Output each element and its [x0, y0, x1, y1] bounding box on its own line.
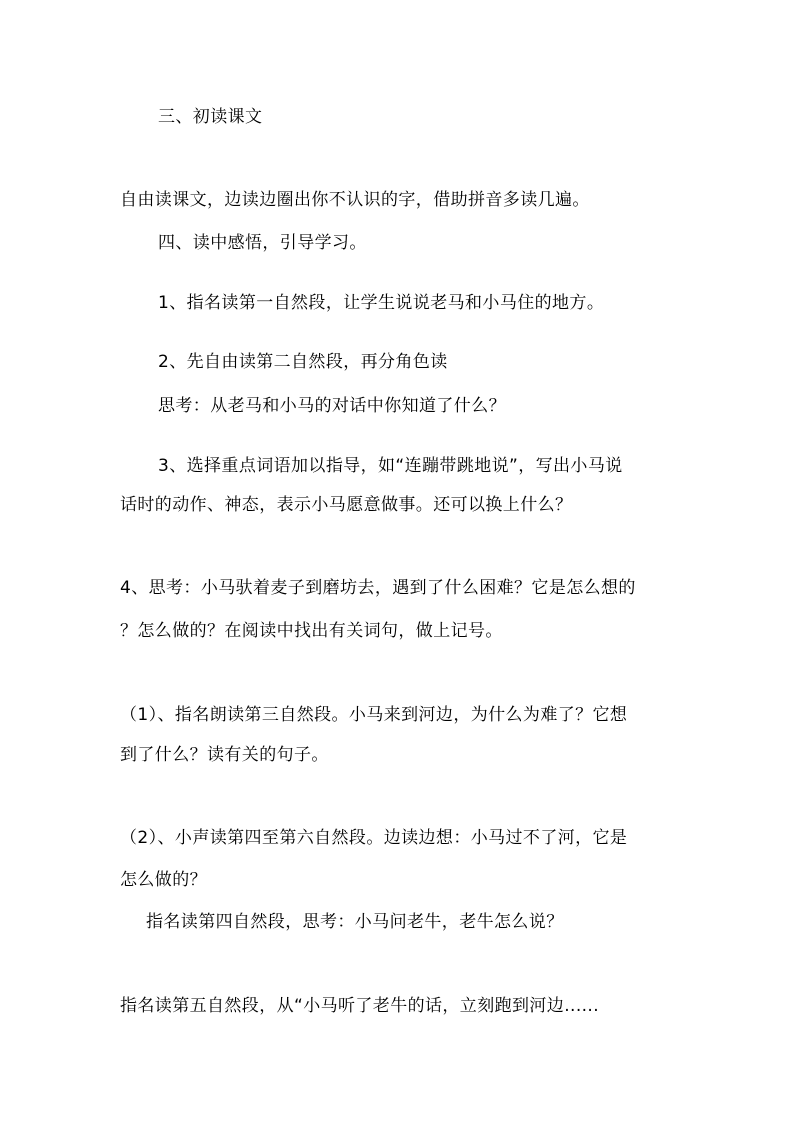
- substep-2-text-line-2: 怎么做的？: [120, 870, 207, 890]
- step-3-text-line-1: 3、选择重点词语加以指导，如“连蹦带跳地说”，写出小马说: [158, 456, 623, 476]
- substep-2-text-line-1: （2）、小声读第四至第六自然段。边读边想：小马过不了河，它是: [120, 828, 628, 848]
- substep-1-text-line-1: （1）、指名朗读第三自然段。小马来到河边，为什么为难了？它想: [120, 705, 628, 725]
- substep-1-text-line-2: 到了什么？读有关的句子。: [120, 745, 329, 765]
- step-4-text-line-2: ？怎么做的？在阅读中找出有关词句，做上记号。: [120, 621, 503, 641]
- read-paragraph-five: 指名读第五自然段，从“小马听了老牛的话，立刻跑到河边......: [120, 996, 600, 1016]
- section-heading-first-reading: 三、初读课文: [158, 107, 263, 127]
- step-3-text-line-2: 话时的动作、神态，表示小马愿意做事。还可以换上什么？: [120, 495, 573, 515]
- step-2-text: 2、先自由读第二自然段，再分角色读: [158, 352, 448, 372]
- paragraph-free-reading: 自由读课文，边读边圈出你不认识的字，借助拼音多读几遍。: [120, 190, 590, 210]
- step-1-text: 1、指名读第一自然段，让学生说说老马和小马住的地方。: [158, 293, 605, 313]
- step-4-text-line-1: 4、思考：小马驮着麦子到磨坊去，遇到了什么困难？它是怎么想的: [120, 578, 636, 598]
- read-paragraph-four: 指名读第四自然段，思考：小马问老牛，老牛怎么说？: [146, 912, 564, 932]
- section-heading-reading-comprehension: 四、读中感悟，引导学习。: [158, 233, 367, 253]
- step-2-question: 思考：从老马和小马的对话中你知道了什么？: [158, 396, 506, 416]
